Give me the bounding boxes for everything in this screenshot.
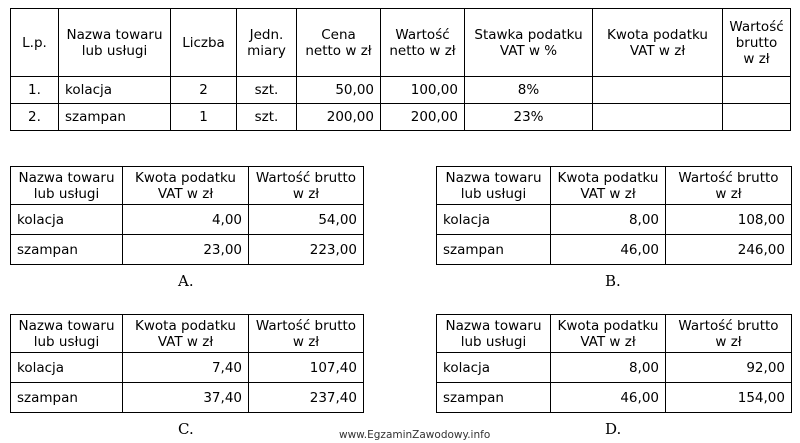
table-row xyxy=(11,235,364,265)
cell-net-price: 50,00 xyxy=(297,77,381,104)
answer-c-table xyxy=(10,314,364,413)
answer-a-label[interactable]: A. xyxy=(178,272,194,290)
answer-header-row xyxy=(11,315,364,353)
header-gross-value: Wartość brutto w zł xyxy=(249,315,364,353)
cell-quantity: 1 xyxy=(171,104,237,131)
cell-vat-amount: 46,00 xyxy=(551,383,666,413)
table-row xyxy=(437,353,792,383)
table-row xyxy=(11,77,791,104)
cell-net-value: 200,00 xyxy=(381,104,465,131)
answer-d-table xyxy=(436,314,792,413)
cell-gross-value xyxy=(723,104,791,131)
cell-name: kolacja xyxy=(437,205,551,235)
answer-b-table xyxy=(436,166,792,265)
cell-name: kolacja xyxy=(437,353,551,383)
header-unit: Jedn. miary xyxy=(237,9,297,77)
cell-vat-amount: 8,00 xyxy=(551,353,666,383)
header-gross-value: Wartość brutto w zł xyxy=(666,167,792,205)
cell-gross-value: 54,00 xyxy=(249,205,364,235)
invoice-table xyxy=(10,8,791,131)
cell-vat-rate: 8% xyxy=(465,77,593,104)
cell-vat-amount xyxy=(593,104,723,131)
cell-name: szampan xyxy=(11,235,123,265)
table-row xyxy=(11,383,364,413)
cell-unit: szt. xyxy=(237,77,297,104)
cell-net-value: 100,00 xyxy=(381,77,465,104)
answer-b-label[interactable]: B. xyxy=(605,272,621,290)
cell-name: kolacja xyxy=(11,205,123,235)
header-name: Nazwa towaru lub usługi xyxy=(11,315,123,353)
header-net-value: Wartość netto w zł xyxy=(381,9,465,77)
cell-gross-value: 107,40 xyxy=(249,353,364,383)
answer-d-label[interactable]: D. xyxy=(605,420,622,438)
cell-name: kolacja xyxy=(59,77,171,104)
cell-gross-value: 246,00 xyxy=(666,235,792,265)
cell-net-price: 200,00 xyxy=(297,104,381,131)
answer-c-label[interactable]: C. xyxy=(178,420,194,438)
header-vat-amount: Kwota podatku VAT w zł xyxy=(123,315,249,353)
cell-name: szampan xyxy=(437,383,551,413)
cell-name: szampan xyxy=(437,235,551,265)
cell-vat-rate: 23% xyxy=(465,104,593,131)
table-row xyxy=(11,205,364,235)
invoice-header-row xyxy=(11,9,791,77)
cell-unit: szt. xyxy=(237,104,297,131)
table-row xyxy=(11,104,791,131)
table-row xyxy=(437,383,792,413)
cell-gross-value: 223,00 xyxy=(249,235,364,265)
table-row xyxy=(437,235,792,265)
header-lp: L.p. xyxy=(11,9,59,77)
watermark: www.EgzaminZawodowy.info xyxy=(339,429,491,441)
header-vat-amount: Kwota podatku VAT w zł xyxy=(551,315,666,353)
cell-gross-value: 154,00 xyxy=(666,383,792,413)
cell-vat-amount: 23,00 xyxy=(123,235,249,265)
cell-vat-amount xyxy=(593,77,723,104)
cell-gross-value: 237,40 xyxy=(249,383,364,413)
cell-vat-amount: 4,00 xyxy=(123,205,249,235)
answer-header-row xyxy=(437,315,792,353)
header-vat-amount: Kwota podatku VAT w zł xyxy=(123,167,249,205)
header-name: Nazwa towaru lub usługi xyxy=(437,167,551,205)
header-name: Nazwa towaru lub usługi xyxy=(437,315,551,353)
cell-gross-value: 92,00 xyxy=(666,353,792,383)
cell-gross-value: 108,00 xyxy=(666,205,792,235)
cell-quantity: 2 xyxy=(171,77,237,104)
cell-name: szampan xyxy=(11,383,123,413)
header-net-price: Cena netto w zł xyxy=(297,9,381,77)
table-row xyxy=(11,353,364,383)
header-quantity: Liczba xyxy=(171,9,237,77)
cell-lp: 1. xyxy=(11,77,59,104)
header-vat-amount: Kwota podatku VAT w zł xyxy=(551,167,666,205)
cell-vat-amount: 8,00 xyxy=(551,205,666,235)
cell-name: kolacja xyxy=(11,353,123,383)
cell-name: szampan xyxy=(59,104,171,131)
header-vat-amount: Kwota podatku VAT w zł xyxy=(593,9,723,77)
cell-lp: 2. xyxy=(11,104,59,131)
cell-vat-amount: 37,40 xyxy=(123,383,249,413)
cell-vat-amount: 7,40 xyxy=(123,353,249,383)
table-row xyxy=(437,205,792,235)
header-gross-value: Wartość brutto w zł xyxy=(723,9,791,77)
answer-a-table xyxy=(10,166,364,265)
cell-gross-value xyxy=(723,77,791,104)
header-name: Nazwa towaru lub usługi xyxy=(59,9,171,77)
cell-vat-amount: 46,00 xyxy=(551,235,666,265)
header-name: Nazwa towaru lub usługi xyxy=(11,167,123,205)
answer-header-row xyxy=(437,167,792,205)
header-gross-value: Wartość brutto w zł xyxy=(249,167,364,205)
answer-header-row xyxy=(11,167,364,205)
header-gross-value: Wartość brutto w zł xyxy=(666,315,792,353)
header-vat-rate: Stawka podatku VAT w % xyxy=(465,9,593,77)
